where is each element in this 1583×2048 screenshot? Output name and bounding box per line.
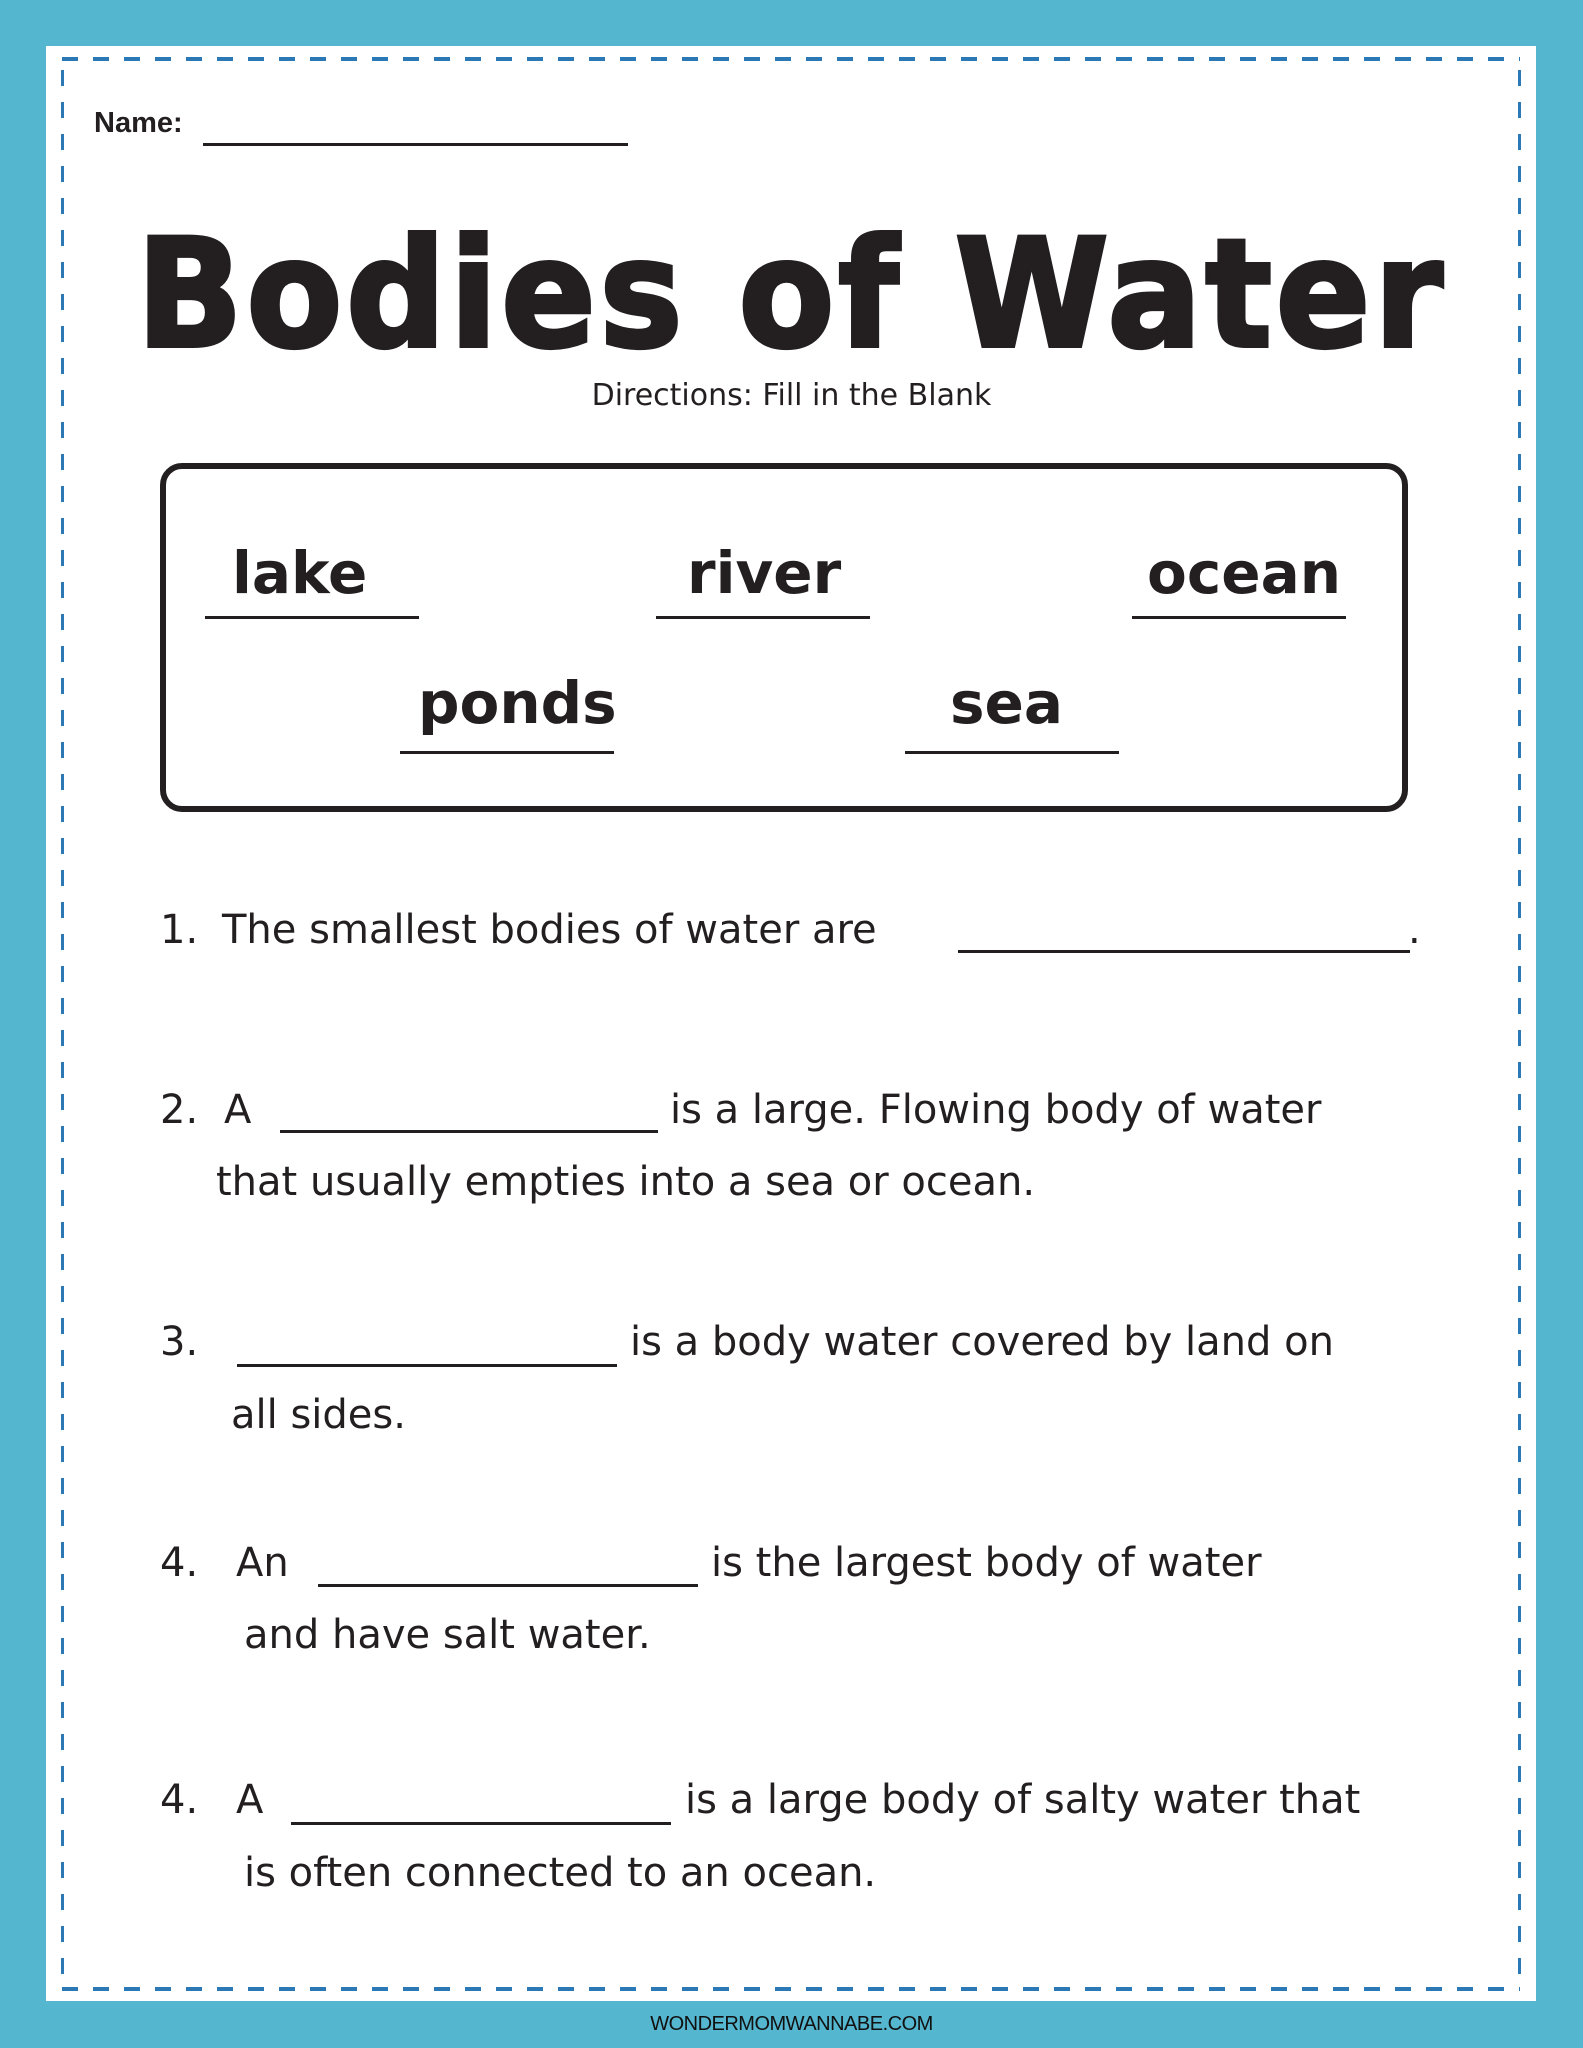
question-3-text-line2: all sides. [231, 1392, 406, 1438]
question-4-text: is the largest body of water [711, 1540, 1262, 1586]
question-5-blank[interactable] [291, 1822, 671, 1825]
question-4-number: 4. [160, 1540, 199, 1586]
word-bank-item-lake: lake [232, 539, 368, 607]
word-bank-line [400, 751, 614, 754]
question-3-text: is a body water covered by land on [630, 1319, 1334, 1365]
question-1-period: . [1408, 907, 1421, 953]
question-3-number: 3. [160, 1319, 199, 1365]
question-4-text-line2: and have salt water. [244, 1612, 651, 1658]
question-3-blank[interactable] [237, 1364, 617, 1367]
word-bank-line [905, 751, 1119, 754]
question-1-number: 1. [160, 907, 199, 953]
word-bank-box [160, 463, 1408, 812]
question-4-lead: An [236, 1540, 289, 1586]
word-bank-item-sea: sea [950, 669, 1063, 737]
question-5-number: 4. [160, 1777, 199, 1823]
page-title: Bodies of Water [136, 208, 1447, 382]
name-input-line[interactable] [203, 143, 628, 146]
question-2-text: is a large. Flowing body of water [670, 1087, 1322, 1133]
footer-site-url: WONDERMOMWANNABE.COM [650, 2013, 933, 2035]
word-bank-item-ocean: ocean [1147, 539, 1341, 607]
word-bank-line [205, 616, 419, 619]
question-5-text-line2: is often connected to an ocean. [244, 1850, 877, 1896]
question-5-lead: A [236, 1777, 264, 1823]
question-1-text: The smallest bodies of water are [222, 907, 877, 953]
word-bank-line [1132, 616, 1346, 619]
word-bank-item-ponds: ponds [418, 669, 617, 737]
dashed-border-top [62, 57, 1520, 61]
question-2-lead: A [224, 1087, 252, 1133]
question-4-blank[interactable] [318, 1584, 698, 1587]
name-label: Name: [94, 107, 183, 139]
question-5-text: is a large body of salty water that [685, 1777, 1361, 1823]
word-bank-item-river: river [687, 539, 842, 607]
question-1-blank[interactable] [958, 950, 1410, 953]
question-2-blank[interactable] [280, 1130, 658, 1133]
question-2-text-line2: that usually empties into a sea or ocean. [216, 1159, 1036, 1205]
directions-text: Directions: Fill in the Blank [591, 378, 992, 413]
question-2-number: 2. [160, 1087, 199, 1133]
word-bank-line [656, 616, 870, 619]
dashed-border-bottom [62, 1987, 1520, 1991]
